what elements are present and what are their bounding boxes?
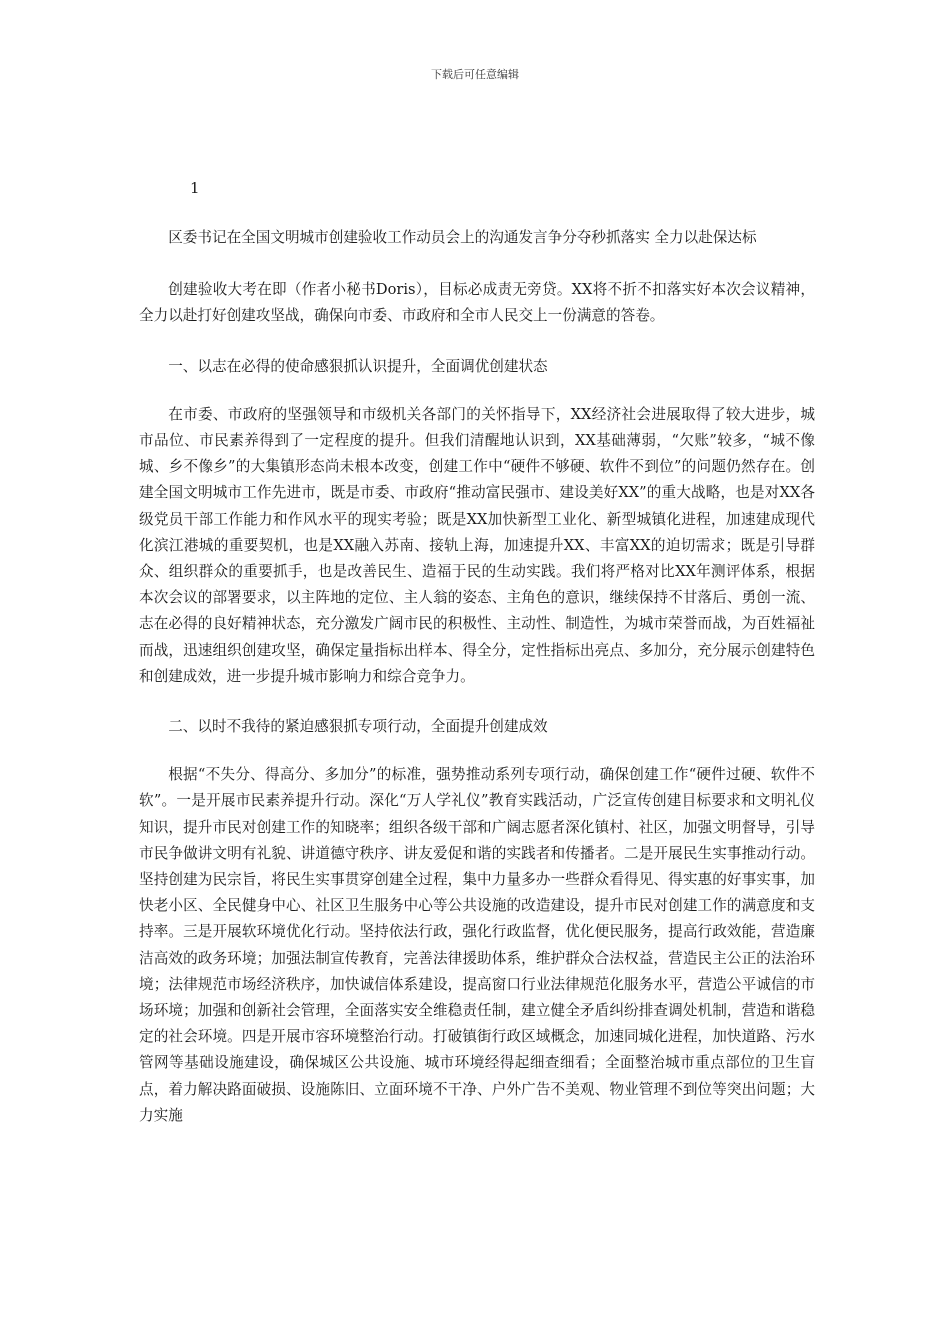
- document-body: [139, 225, 815, 1153]
- section-2-paragraph: 根据“不失分、得高分、多加分”的标准，强势推动系列专项行动，确保创建工作“硬件过硬、软件不软”。一是开展市民素养提升行动。深化“万人学礼仪”教育实践活动，广泛宣传创建目标要求和文明礼仪知识，提升市民对创建工作的知晓率；组织各级干部和广阔志愿者深化镇村、社区，加强文明督导，引导市民争做讲文明有礼貌、讲道德守秩序、讲友爱促和谐的实践者和传播者。二是开展民生实事推动行动。坚持创建为民宗旨，将民生实事贯穿创建全过程，集中力量多办一些群众看得见、得实惠的好事实事，加快老小区、全民健身中心、社区卫生服务中心等公共设施的改造建设，提升市民对创建工作的满意度和支持率。三是开展软环境优化行动。坚持依法行政，强化行政监督，优化便民服务，提高行政效能，营造廉洁高效的政务环境；加强法制宣传教育，完善法律援助体系，维护群众合法权益，营造民主公正的法治环境；法律规范市场经济秩序，加快诚信体系建设，提高窗口行业法律规范化服务水平，营造公平诚信的市场环境；加强和创新社会管理，全面落实安全维稳责任制，建立健全矛盾纠纷排查调处机制，营造和谐稳定的社会环境。四是开展市容环境整治行动。打破镇街行政区域概念，加速同城化进程，加快道路、污水管网等基础设施建设，确保城区公共设施、城市环境经得起细查细看；全面整治城市重点部位的卫生盲点，着力解决路面破损、设施陈旧、立面环境不干净、户外广告不美观、物业管理不到位等突出问题；大力实施: [139, 766, 815, 1124]
- section-2-heading: 二、以时不我待的紧迫感狠抓专项行动，全面提升创建成效: [168, 718, 548, 736]
- document-title: 区委书记在全国文明城市创建验收工作动员会上的沟通发言争分夺秒抓落实 全力以赴保达标: [168, 229, 757, 246]
- intro-paragraph: 创建验收大考在即（作者小秘书Doris），目标必成责无旁贷。XX将不折不扣落实好本次会议精神，全力以赴打好创建攻坚战，确保向市委、市政府和全市人民交上一份满意的答卷。: [139, 281, 815, 325]
- section-1-heading: 一、以志在必得的使命感狠抓认识提升，全面调优创建状态: [168, 357, 548, 375]
- page-number: 1: [190, 179, 200, 197]
- page-header-note: 下载后可任意编辑: [431, 68, 519, 81]
- section-1-paragraph: 在市委、市政府的坚强领导和市级机关各部门的关怀指导下，XX经济社会进展取得了较大进步，城市品位、市民素养得到了一定程度的提升。但我们清醒地认识到，XX基础薄弱，“欠账”较多，“城不像城、乡不像乡”的大集镇形态尚未根本改变，创建工作中“硬件不够硬、软件不到位”的问题仍然存在。创建全国文明城市工作先进市，既是市委、市政府“推动富民强市、建设美好XX”的重大战略，也是对XX各级党员干部工作能力和作风水平的现实考验；既是XX加快新型工业化、新型城镇化进程，加速建成现代化滨江港城的重要契机，也是XX融入苏南、接轨上海，加速提升XX、丰富XX的迫切需求；既是引导群众、组织群众的重要抓手，也是改善民生、造福于民的生动实践。我们将严格对比XX年测评体系，根据本次会议的部署要求，以主阵地的定位、主人翁的姿态、主角色的意识，继续保持不甘落后、勇创一流、志在必得的良好精神状态，充分激发广阔市民的积极性、主动性、制造性，为城市荣誉而战，为百姓福祉而战，迅速组织创建攻坚，确保定量指标出样本、得全分，定性指标出亮点、多加分，充分展示创建特色和创建成效，进一步提升城市影响力和综合竞争力。: [139, 405, 815, 685]
